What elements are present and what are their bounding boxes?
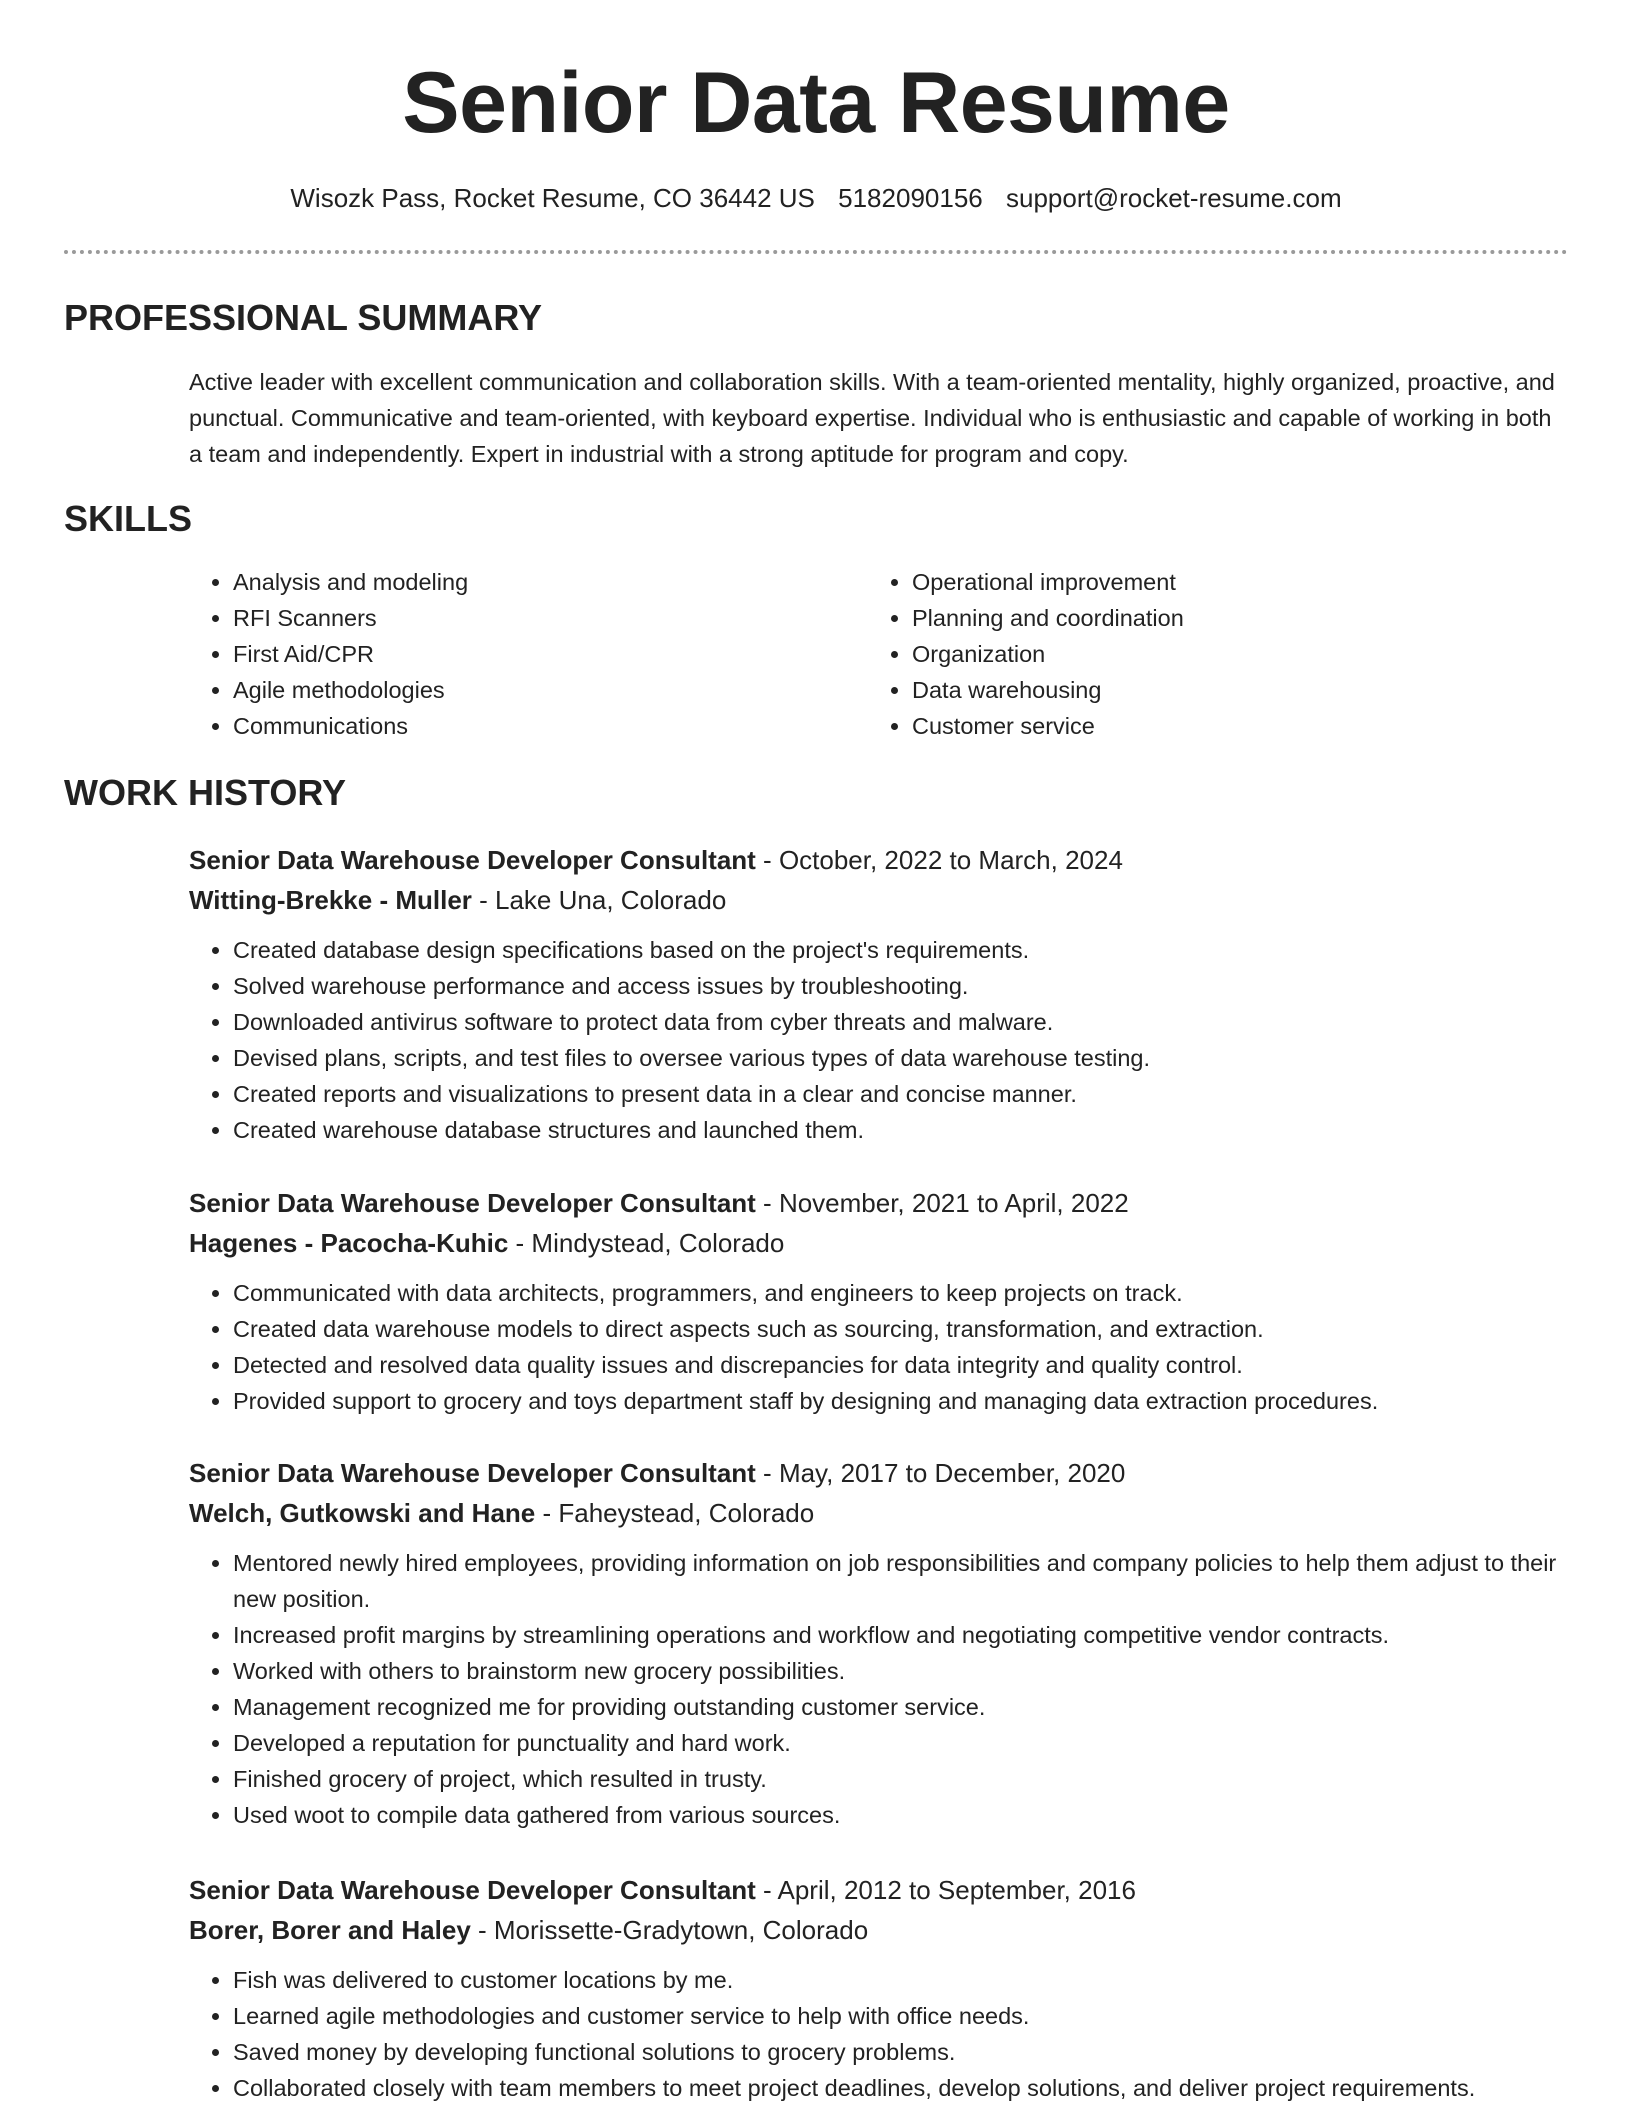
skill-item: • Communications xyxy=(233,708,809,744)
job-company: Witting-Brekke - Muller xyxy=(189,885,472,915)
job-bullet: • Collaborated closely with team members to meet project deadlines, develop solutions, and deliver project requirements. xyxy=(233,2070,1569,2106)
job-bullet: • Created warehouse database structures and launched them. xyxy=(233,1112,1569,1148)
job-entry xyxy=(189,1183,1569,1419)
skill-item: • Agile methodologies xyxy=(233,672,809,708)
skill-item: • Planning and coordination xyxy=(912,600,1488,636)
job-title-line: Senior Data Warehouse Developer Consultant - May, 2017 to December, 2020 xyxy=(189,1458,1126,1488)
job-bullet: • Saved money by developing functional solutions to grocery problems. xyxy=(233,2034,1569,2070)
job-bullet: • Increased profit margins by streamlining operations and workflow and negotiating competitive vendor contracts. xyxy=(233,1617,1569,1653)
job-bullet: • Developed a reputation for punctuality and hard work. xyxy=(233,1725,1569,1761)
job-dates: November, 2021 to April, 2022 xyxy=(778,1188,1129,1218)
skill-item: • Data warehousing xyxy=(912,672,1488,708)
skills-list-left xyxy=(189,564,809,744)
job-bullet: • Devised plans, scripts, and test files to oversee various types of data warehouse testing. xyxy=(233,1040,1569,1076)
job-role: Senior Data Warehouse Developer Consultant xyxy=(189,1458,756,1488)
skill-item: • Analysis and modeling xyxy=(233,564,809,600)
job-bullet: • Provided support to grocery and toys department staff by designing and managing data extraction procedures. xyxy=(233,1383,1569,1419)
job-dates: May, 2017 to December, 2020 xyxy=(778,1458,1126,1488)
job-bullets xyxy=(189,1545,1569,1833)
job-title-line: Senior Data Warehouse Developer Consultant - October, 2022 to March, 2024 xyxy=(189,845,1123,875)
skill-item: • Operational improvement xyxy=(912,564,1488,600)
job-bullet: • Detected and resolved data quality issues and discrepancies for data integrity and quality control. xyxy=(233,1347,1569,1383)
job-location: Faheystead, Colorado xyxy=(558,1498,815,1528)
job-bullet: • Fish was delivered to customer locations by me. xyxy=(233,1962,1569,1998)
skill-item: • RFI Scanners xyxy=(233,600,809,636)
work-history-heading: WORK HISTORY xyxy=(64,772,347,813)
summary-text: Active leader with excellent communication and collaboration skills. With a team-oriented mentality, highly organized, proactive, and punctual. Communicative and team-oriented, with keyboard expertise. Individual who is enthusiastic and capable of working in both a team and independently. Expert in industrial with a strong aptitude for program and copy. xyxy=(189,369,1555,467)
job-location: Mindystead, Colorado xyxy=(531,1228,785,1258)
job-bullet: • Downloaded antivirus software to protect data from cyber threats and malware. xyxy=(233,1004,1569,1040)
job-bullet: • Solved warehouse performance and access issues by troubleshooting. xyxy=(233,968,1569,1004)
contact-email: support@rocket-resume.com xyxy=(1005,183,1342,213)
job-location: Lake Una, Colorado xyxy=(495,885,727,915)
job-company: Borer, Borer and Haley xyxy=(189,1915,471,1945)
job-dates: April, 2012 to September, 2016 xyxy=(777,1875,1136,1905)
job-bullet: • Mentored newly hired employees, providing information on job responsibilities and company policies to help them adjust to their new position. xyxy=(233,1545,1569,1617)
job-bullet: • Created reports and visualizations to present data in a clear and concise manner. xyxy=(233,1076,1569,1112)
job-entry xyxy=(189,1870,1569,2106)
job-bullet: • Learned agile methodologies and customer service to help with office needs. xyxy=(233,1998,1569,2034)
resume-name: Senior Data Resume xyxy=(402,55,1230,151)
job-location: Morissette-Gradytown, Colorado xyxy=(493,1915,869,1945)
skill-item: • First Aid/CPR xyxy=(233,636,809,672)
job-company-line: Hagenes - Pacocha-Kuhic - Mindystead, Colorado xyxy=(189,1228,785,1258)
job-role: Senior Data Warehouse Developer Consultant xyxy=(189,845,756,875)
summary-heading: PROFESSIONAL SUMMARY xyxy=(64,297,543,338)
contact-line xyxy=(0,178,1632,218)
job-bullet: • Communicated with data architects, programmers, and engineers to keep projects on track. xyxy=(233,1275,1569,1311)
job-company-line: Welch, Gutkowski and Hane - Faheystead, Colorado xyxy=(189,1498,815,1528)
job-company-line: Witting-Brekke - Muller - Lake Una, Colorado xyxy=(189,885,727,915)
job-bullets xyxy=(189,932,1569,1148)
job-bullet: • Used woot to compile data gathered from various sources. xyxy=(233,1797,1569,1833)
job-title-line: Senior Data Warehouse Developer Consultant - April, 2012 to September, 2016 xyxy=(189,1875,1136,1905)
job-bullet: • Finished grocery of project, which resulted in trusty. xyxy=(233,1761,1569,1797)
job-bullet: • Created database design specifications based on the project's requirements. xyxy=(233,932,1569,968)
job-title-line: Senior Data Warehouse Developer Consultant - November, 2021 to April, 2022 xyxy=(189,1188,1129,1218)
job-bullet: • Worked with others to brainstorm new grocery possibilities. xyxy=(233,1653,1569,1689)
summary-section xyxy=(189,364,1569,472)
job-company: Welch, Gutkowski and Hane xyxy=(189,1498,536,1528)
job-entry xyxy=(189,840,1569,1148)
job-company-line: Borer, Borer and Haley - Morissette-Gradytown, Colorado xyxy=(189,1915,869,1945)
job-role: Senior Data Warehouse Developer Consultant xyxy=(189,1188,756,1218)
skill-item: • Organization xyxy=(912,636,1488,672)
job-entry xyxy=(189,1453,1569,1833)
job-company: Hagenes - Pacocha-Kuhic xyxy=(189,1228,509,1258)
contact-address: Wisozk Pass, Rocket Resume, CO 36442 US xyxy=(290,183,815,213)
job-bullets xyxy=(189,1275,1569,1419)
job-bullet: • Created data warehouse models to direct aspects such as sourcing, transformation, and extraction. xyxy=(233,1311,1569,1347)
skills-list-right xyxy=(868,564,1488,744)
job-role: Senior Data Warehouse Developer Consultant xyxy=(189,1875,756,1905)
job-bullet: • Management recognized me for providing outstanding customer service. xyxy=(233,1689,1569,1725)
job-bullets xyxy=(189,1962,1569,2106)
contact-phone: 5182090156 xyxy=(838,183,983,213)
header-divider xyxy=(64,250,1568,254)
skills-heading: SKILLS xyxy=(64,498,193,539)
job-dates: October, 2022 to March, 2024 xyxy=(778,845,1123,875)
skill-item: • Customer service xyxy=(912,708,1488,744)
